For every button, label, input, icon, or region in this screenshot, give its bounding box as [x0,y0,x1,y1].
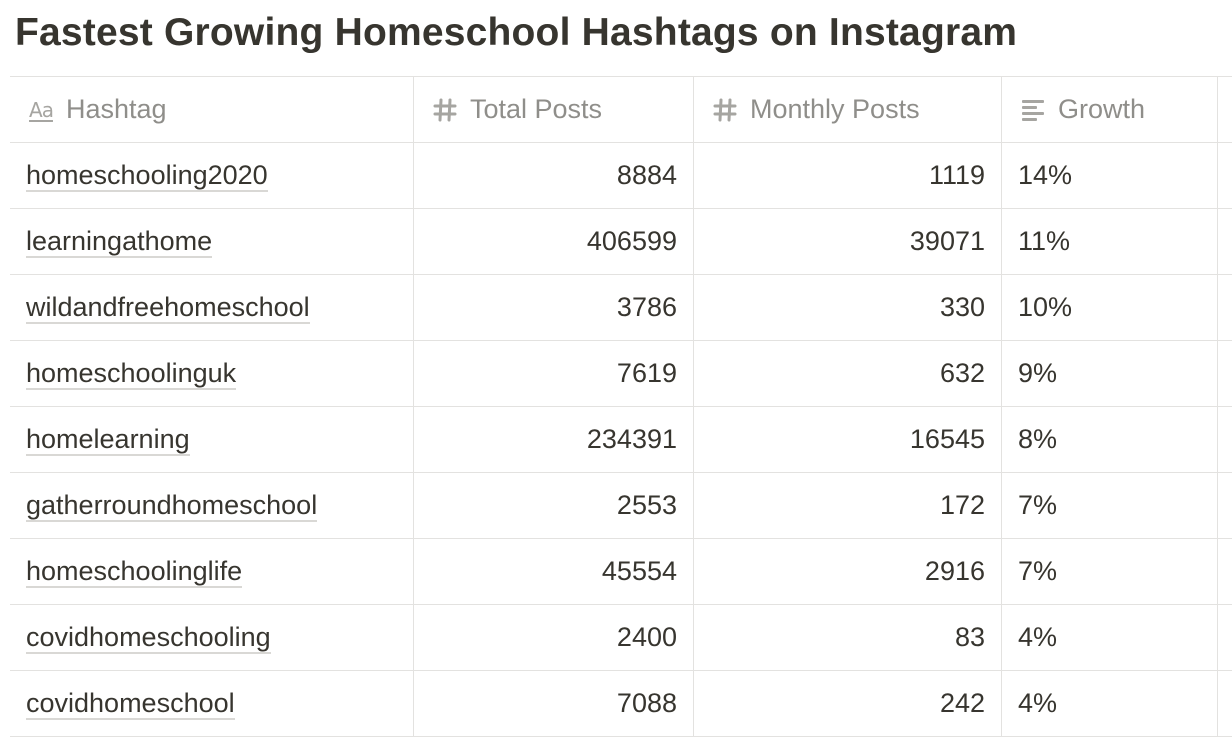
growth-cell[interactable] [1002,341,1218,406]
total-posts-cell[interactable] [414,341,694,406]
growth-value: 4% [1018,688,1058,718]
hashtag-link[interactable]: homeschoolinglife [26,555,243,586]
row-filler [1218,671,1232,736]
monthly-posts-cell[interactable] [694,473,1002,538]
total-posts-cell[interactable] [414,209,694,274]
growth-cell[interactable] [1002,209,1218,274]
growth-cell[interactable] [1002,407,1218,472]
monthly-posts-value: 83 [954,622,985,652]
growth-cell[interactable] [1002,605,1218,670]
column-header-monthly-posts[interactable] [694,77,1002,142]
monthly-posts-value: 632 [939,358,985,388]
hashtag-cell[interactable] [10,143,414,208]
table-row[interactable] [10,143,1232,209]
growth-value: 7% [1018,556,1058,586]
total-posts-value: 7619 [616,358,677,388]
hashtag-cell[interactable] [10,539,414,604]
table-row[interactable] [10,341,1232,407]
growth-cell[interactable] [1002,473,1218,538]
hashtag-cell[interactable] [10,605,414,670]
text-lines-icon [1018,95,1048,125]
hashtag-link[interactable]: homeschooling2020 [26,159,268,190]
hashtag-link[interactable]: covidhomeschooling [26,621,271,652]
growth-value: 9% [1018,358,1058,388]
total-posts-value: 2400 [616,622,677,652]
total-posts-value: 234391 [586,424,677,454]
monthly-posts-value: 242 [939,688,985,718]
table-row[interactable] [10,209,1232,275]
row-filler [1218,209,1232,274]
column-header-hashtag[interactable] [10,77,414,142]
growth-value: 8% [1018,424,1058,454]
hashtag-link[interactable]: wildandfreehomeschool [26,291,310,322]
total-posts-value: 8884 [616,160,677,190]
column-header-label: Growth [1058,94,1146,124]
monthly-posts-value: 1119 [928,160,985,190]
total-posts-cell[interactable] [414,275,694,340]
total-posts-value: 2553 [616,490,677,520]
growth-cell[interactable] [1002,539,1218,604]
total-posts-value: 45554 [601,556,677,586]
total-posts-value: 406599 [586,226,677,256]
row-filler [1218,275,1232,340]
hashtag-link[interactable]: gatherroundhomeschool [26,489,318,520]
total-posts-cell[interactable] [414,605,694,670]
table-row[interactable] [10,671,1232,737]
monthly-posts-cell[interactable] [694,539,1002,604]
total-posts-cell[interactable] [414,473,694,538]
row-filler [1218,539,1232,604]
hashtag-cell[interactable] [10,407,414,472]
row-filler [1218,143,1232,208]
column-header-add [1218,77,1232,142]
hashtag-cell[interactable] [10,341,414,406]
monthly-posts-value: 2916 [924,556,985,586]
hashtag-link[interactable]: covidhomeschool [26,687,235,718]
table-row[interactable] [10,605,1232,671]
monthly-posts-cell[interactable] [694,605,1002,670]
text-property-icon: Aa [29,97,53,122]
monthly-posts-value: 330 [939,292,985,322]
growth-cell[interactable] [1002,671,1218,736]
growth-cell[interactable] [1002,143,1218,208]
page-title: Fastest Growing Homeschool Hashtags on Instagram [15,11,1018,54]
monthly-posts-cell[interactable] [694,671,1002,736]
total-posts-cell[interactable] [414,671,694,736]
table-row[interactable] [10,539,1232,605]
hashtag-cell[interactable] [10,275,414,340]
monthly-posts-cell[interactable] [694,407,1002,472]
hashtag-cell[interactable] [10,671,414,736]
row-filler [1218,605,1232,670]
growth-value: 11% [1018,226,1071,256]
row-filler [1218,473,1232,538]
growth-cell[interactable] [1002,275,1218,340]
column-header-growth[interactable] [1002,77,1218,142]
total-posts-cell[interactable] [414,143,694,208]
table-row[interactable] [10,407,1232,473]
monthly-posts-value: 16545 [909,424,985,454]
monthly-posts-cell[interactable] [694,275,1002,340]
monthly-posts-cell[interactable] [694,341,1002,406]
row-filler [1218,407,1232,472]
column-header-label: Total Posts [470,94,603,124]
growth-value: 4% [1018,622,1058,652]
hashtag-link[interactable]: homeschoolinguk [26,357,237,388]
number-property-icon [430,95,460,125]
growth-value: 14% [1018,160,1073,190]
monthly-posts-value: 39071 [909,226,985,256]
total-posts-value: 7088 [616,688,677,718]
total-posts-value: 3786 [616,292,677,322]
monthly-posts-cell[interactable] [694,209,1002,274]
number-property-icon [710,95,740,125]
total-posts-cell[interactable] [414,539,694,604]
hashtag-link[interactable]: learningathome [26,225,213,256]
monthly-posts-cell[interactable] [694,143,1002,208]
column-header-total-posts[interactable] [414,77,694,142]
growth-value: 7% [1018,490,1058,520]
table-header-row [10,77,1232,143]
hashtag-link[interactable]: homelearning [26,423,190,454]
hashtag-table [10,76,1232,737]
total-posts-cell[interactable] [414,407,694,472]
table-row[interactable] [10,275,1232,341]
hashtag-cell[interactable] [10,209,414,274]
monthly-posts-value: 172 [939,490,985,520]
table-row[interactable] [10,473,1232,539]
growth-value: 10% [1018,292,1073,322]
column-header-label: Monthly Posts [750,94,920,124]
hashtag-cell[interactable] [10,473,414,538]
row-filler [1218,341,1232,406]
column-header-label: Hashtag [66,94,167,124]
